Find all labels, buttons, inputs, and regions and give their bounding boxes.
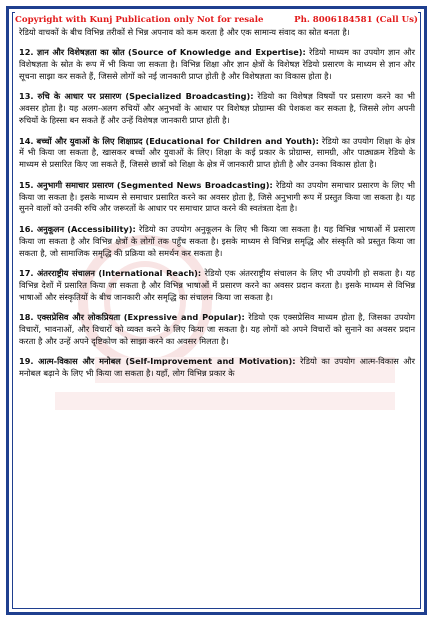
- section-body: रेडियो का उपयोग अनुकूलन के लिए भी किया जा सकता है। यह विभिन्न भाषाओं में प्रसारण किया जा सकता है और विभिन्न क्षेत्रों के लोगों तक पहुँच सकता है। इसके माध्यम से विभिन्न समृद्धि और संस्कृति को प्रस्तुत किया जा सकता है, जो सामाजिक समृद्धि की प्रक्रिया को समर्थन कर सकता है।: [19, 223, 416, 258]
- section-english-title: (Expressive and Popular):: [123, 311, 245, 322]
- section-paragraph: [19, 47, 415, 83]
- section-number: 17.: [19, 267, 34, 278]
- section-number: 19.: [19, 356, 34, 367]
- section-title: बच्चों और युवाओं के लिए शिक्षाप्रद: [36, 135, 143, 146]
- section-english-title: (Segmented News Broadcasting):: [116, 179, 273, 190]
- section-list: [19, 47, 415, 380]
- page-frame: [6, 6, 427, 615]
- copyright-header: [15, 12, 418, 28]
- section-number: 16.: [19, 223, 34, 234]
- lead-paragraph: रेडियो वाचकों के बीच विभिन्न तरीकों से भिन्न अपनाव को कम करता है और एक सामान्य संवाद का स्रोत बनता है।: [19, 27, 350, 37]
- section-paragraph: [19, 268, 415, 304]
- section-title: अंतरराष्ट्रीय संचालन: [36, 267, 95, 278]
- section-body: रेडियो का विशेषज्ञ विषयों पर प्रसारण करने का भी अवसर होता है। यह अलग-अलग रुचियों और अनुभवों के आधार पर विशेषज्ञ प्रोग्राम्स की पेशकश कर सकता है, जिससे लोग अपनी रुचियों के हिस्सा बन सकते हैं और उन्हें विशेषज्ञ जानकारी प्राप्त होती है।: [19, 91, 415, 126]
- section-number: 18.: [19, 311, 34, 322]
- section-body: रेडियो का उपयोग आत्म-विकास और मनोबल बढ़ाने के लिए भी किया जा सकता है। यहाँ, लोग विभिन्न प्रकार के: [19, 356, 416, 378]
- section-english-title: (Self-Improvement and Motivation):: [125, 356, 296, 367]
- section-body: रेडियो माध्यम का उपयोग ज्ञान और विशेषज्ञता के स्रोत के रूप में भी किया जा सकता है। विभिन्न शिक्षा और ज्ञान क्षेत्रों के विशेषज्ञ रेडियो प्रसारण के माध्यम से ज्ञान और सूचना साझा कर सकते हैं, जिससे लोगों को नई जानकारी प्राप्त होती है और विशेषज्ञता का विकास होता है।: [19, 47, 415, 82]
- section-paragraph: [19, 180, 415, 216]
- copyright-text: Copyright with Kunj Publication only Not for resale: [15, 15, 264, 25]
- section-english-title: (International Reach):: [98, 267, 202, 278]
- section-body: रेडियो का उपयोग शिक्षा के क्षेत्र में भी किया जा सकता है, खासकर बच्चों और युवाओं के लिए। शिक्षा के कई प्रकार के प्रोग्राम्स, सामग्री, और पाठ्यक्रम रेडियो के माध्यम से प्रसारित किए जा सकते हैं, जिससे छात्रों को शिक्षा के क्षेत्र में जानकारी प्राप्त होती है और उनका विकास होता है।: [19, 135, 415, 170]
- section-title: आत्म-विकास और मनोबल: [38, 356, 121, 367]
- section-paragraph: [19, 136, 415, 172]
- section-body: रेडियो एक एक्सप्रेसिव माध्यम होता है, जिसका उपयोग विचारों, भावनाओं, और विचारों को व्यक्त करने के लिए किया जा सकता है। यह लोगों को अपने विचारों को सुनाने का अवसर प्रदान करता है और उन्हें अपने दृष्टिकोण को साझा करने का अवसर मिलता है।: [19, 311, 416, 346]
- section-title: रुचि के आधार पर प्रसारण: [37, 91, 122, 102]
- section-english-title: (Specialized Broadcasting):: [125, 91, 254, 102]
- section-number: 12.: [19, 47, 34, 58]
- section-number: 13.: [19, 91, 34, 102]
- section-title: अनुकूलन: [36, 223, 64, 234]
- section-title: अनुभागी समाचार प्रसारण: [36, 179, 114, 190]
- section-body: रेडियो एक अंतरराष्ट्रीय संचालन के लिए भी उपयोगी हो सकता है। यह विभिन्न देशों में प्रसारित किया जा सकता है और विभिन्न भाषाओं में प्रसारण करने का अवसर प्रदान करता है। इसके माध्यम से विभिन्न भाषाओं और संस्कृतियों के बीच जानकारी और समृद्धि का संचालन किया जा सकता है।: [19, 267, 415, 302]
- section-paragraph: [19, 356, 415, 380]
- section-english-title: (Source of Knowledge and Expertise):: [128, 47, 306, 58]
- section-english-title: (Educational for Children and Youth):: [145, 135, 319, 146]
- section-paragraph: [19, 91, 415, 127]
- section-number: 14.: [19, 135, 34, 146]
- section-body: रेडियो का उपयोग समाचार प्रसारण के लिए भी किया जा सकता है। इसके माध्यम से समाचार प्रसारित करने का अवसर होता है, जिसे अनुभागी रूप में प्रस्तुत किया जा सकता है। यह सुनने वालों को उनकी रुचि और जरूरतों के आधार पर समाचार प्राप्त करने की स्वतंत्रता देता है।: [19, 179, 416, 214]
- document-body: [19, 27, 415, 388]
- section-number: 15.: [19, 179, 34, 190]
- section-paragraph: [19, 312, 415, 348]
- section-title: ज्ञान और विशेषज्ञता का स्रोत: [36, 47, 125, 58]
- section-title: एक्सप्रेसिव और लोकप्रियता: [37, 311, 121, 322]
- section-paragraph: [19, 224, 415, 260]
- section-english-title: (Accessibility):: [67, 223, 136, 234]
- phone-text: Ph. 8006184581 (Call Us): [294, 15, 418, 25]
